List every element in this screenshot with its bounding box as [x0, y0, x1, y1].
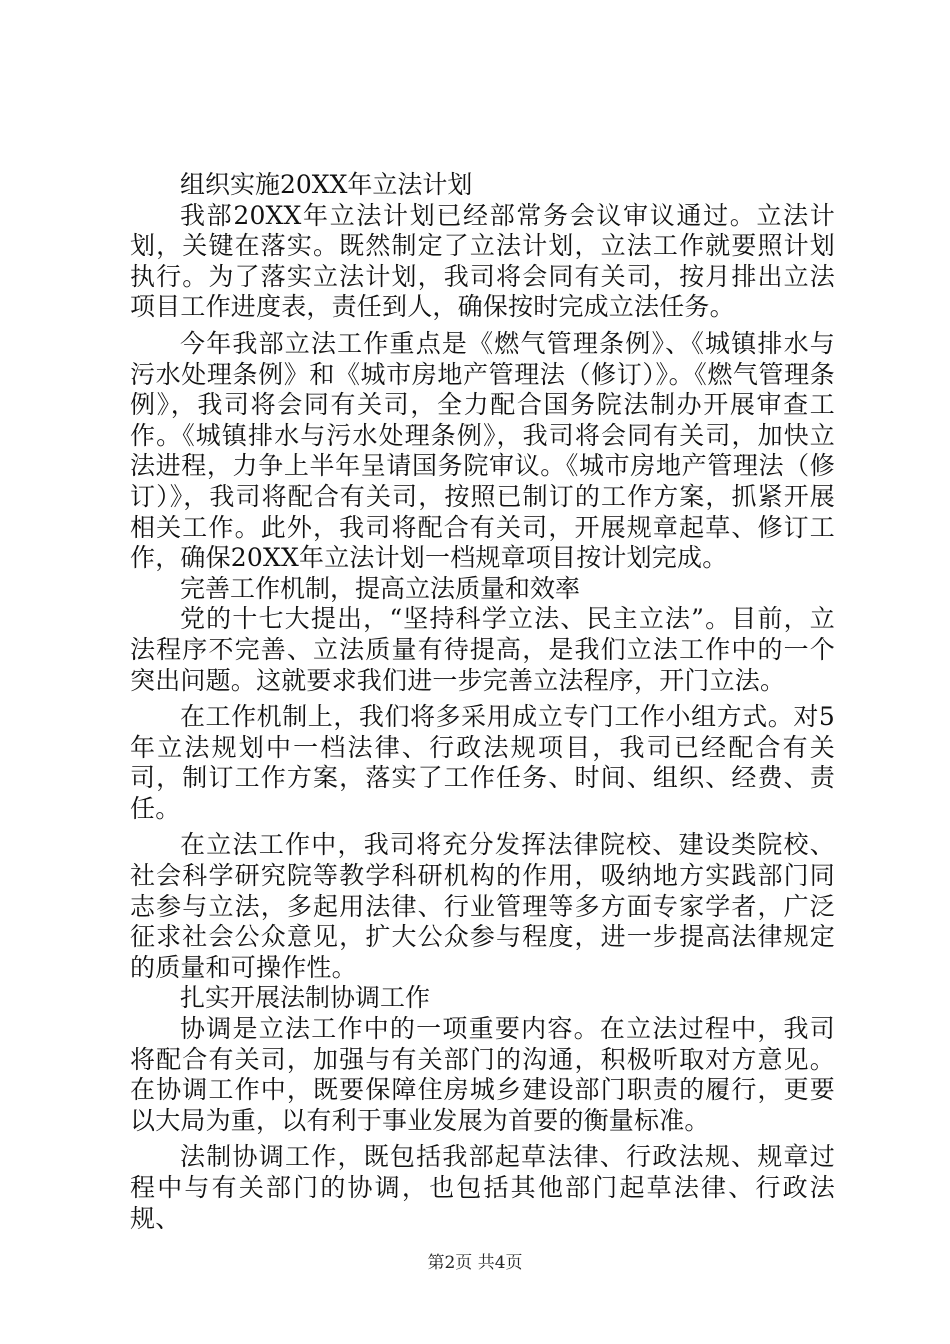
paragraph: 在工作机制上，我们将多采用成立专门工作小组方式。对5年立法规划中一档法律、行政法规项目，我司已经配合有关司，制订工作方案，落实了工作任务、时间、组织、经费、责任。 [130, 702, 835, 823]
paragraph: 我部20XX年立法计划已经部常务会议审议通过。立法计划，关键在落实。既然制定了立法计划，立法工作就要照计划执行。为了落实立法计划，我司将会同有关司，按月排出立法项目工作进度表，责任到人，确保按时完成立法任务。 [130, 200, 835, 322]
paragraph: 今年我部立法工作重点是《燃气管理条例》、《城镇排水与污水处理条例》和《城市房地产管理法（修订）》。《燃气管理条例》，我司将会同有关司，全力配合国务院法制办开展审查工作。《城镇排水与污水处理条例》，我司将会同有关司，加快立法进程，力争上半年呈请国务院审议。《城市房地产管理法（修订）》，我司将配合有关司，按照已制订的工作方案，抓紧开展相关工作。此外，我司将配合有关司，开展规章起草、修订工作，确保20XX年立法计划一档规章项目按计划完成。 [130, 328, 835, 573]
paragraph: 在立法工作中，我司将充分发挥法律院校、建设类院校、社会科学研究院等教学科研机构的作用，吸纳地方实践部门同志参与立法，多起用法律、行业管理等多方面专家学者，广泛征求社会公众意见，扩大公众参与程度，进一步提高法律规定的质量和可操作性。 [130, 830, 835, 982]
paragraph: 法制协调工作，既包括我部起草法律、行政法规、规章过程中与有关部门的协调，也包括其他部门起草法律、行政法规、 [130, 1142, 835, 1233]
section-heading: 完善工作机制，提高立法质量和效率 [180, 573, 581, 603]
paragraph: 协调是立法工作中的一项重要内容。在立法过程中，我司将配合有关司，加强与有关部门的沟通，积极听取对方意见。在协调工作中，既要保障住房城乡建设部门职责的履行，更要以大局为重，以有利于事业发展为首要的衡量标准。 [130, 1014, 835, 1135]
paragraph: 党的十七大提出，“坚持科学立法、民主立法”。目前，立法程序不完善、立法质量有待提高，是我们立法工作中的一个突出问题。这就要求我们进一步完善立法程序，开门立法。 [130, 604, 835, 695]
page-number-footer: 第2页 共4页 [427, 1253, 523, 1273]
document-body [130, 170, 835, 1234]
section-heading: 扎实开展法制协调工作 [180, 983, 431, 1013]
section-heading: 组织实施20XX年立法计划 [180, 170, 473, 199]
